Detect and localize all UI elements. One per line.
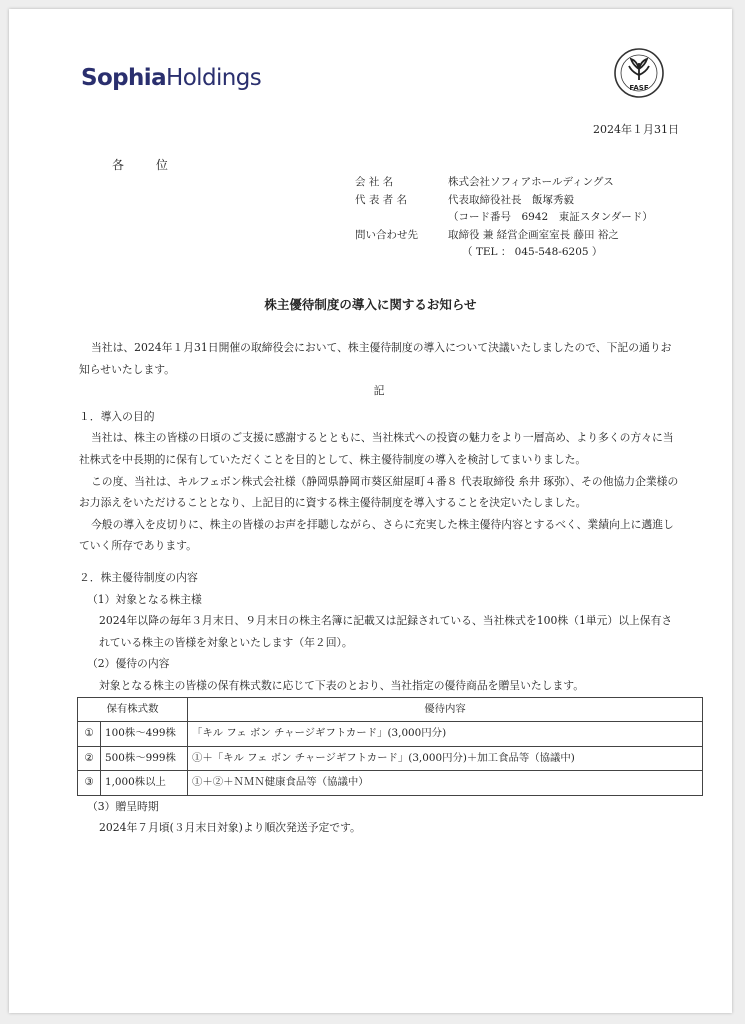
table-row <box>78 746 703 771</box>
document-title: 株主優待制度の導入に関するお知らせ <box>264 297 477 312</box>
row-content: ①＋②＋ＮＭＮ健康食品等（協議中） <box>188 771 703 796</box>
section1-paragraph-2: この度、当社は、キルフェボン株式会社様（静岡県静岡市葵区紺屋町４番８ 代表取締役 糸井 琢弥）、その他協力企業様のお力添えをいただけることとなり、上記目的に資する株主優待制度を導入することを決定いたしました。 <box>79 474 679 510</box>
row-shares: 1,000株以上 <box>101 771 188 796</box>
subsection3-heading: （3）贈呈時期 <box>87 799 159 813</box>
table-row <box>78 722 703 747</box>
subsection2-text: 対象となる株主の皆様の保有株式数に応じて下表のとおり、当社指定の優待商品を贈呈いたします。 <box>99 678 584 692</box>
column-header-shares: 保有株式数 <box>78 697 188 722</box>
ki-label: 記 <box>373 384 385 398</box>
table-row <box>78 771 703 796</box>
intro-paragraph: 当社は、2024年１月31日開催の取締役会において、株主優待制度の導入について決議いたしましたので、下記の通りお知らせいたします。 <box>79 341 672 376</box>
subsection1-heading: （1）対象となる株主様 <box>87 592 202 606</box>
sender-representative-row: 代 表 者 名 代表取締役社長 飯塚秀毅 <box>355 193 574 206</box>
sender-contact-row: 問い合わせ先 取締役 兼 経営企画室室長 藤田 裕之 <box>355 228 619 241</box>
sender-company-row: 会 社 名 株式会社ソフィアホールディングス <box>355 176 614 188</box>
section1-paragraph-1: 当社は、株主の皆様の日頃のご支援に感謝するとともに、当社株式への投資の魅力をより一層高め、より多くの方々に当社株式を中長期的に保有していただくことを目的として、株主優待制度の導入を検討してまいりました。 <box>79 431 674 466</box>
row-number: ② <box>78 746 101 771</box>
section1-paragraph-3: 今般の導入を皮切りに、株主の皆様のお声を拝聴しながら、さらに充実した株主優待内容とするべく、業績向上に邁進していく所存であります。 <box>79 517 674 553</box>
sender-tel-row: （ TEL ： 045-548-6205 ） <box>462 246 603 258</box>
document-body <box>79 337 679 839</box>
subsection1-text: 2024年以降の毎年３月末日、９月末日の株主名簿に記載又は記録されている、当社株式を100株（1単元）以上保有されている株主の皆様を対象といたします（年２回）。 <box>99 614 673 649</box>
company-logo: SophiaHoldings <box>81 65 262 91</box>
row-number: ① <box>78 722 101 747</box>
row-shares: 100株～499株 <box>101 722 188 747</box>
row-shares: 500株～999株 <box>101 746 188 771</box>
addressee: 各 位 <box>112 158 182 172</box>
subsection2-heading: （2）優待の内容 <box>87 657 170 671</box>
document-date: 2024年１月31日 <box>593 123 679 136</box>
section2-heading: ２．株主優待制度の内容 <box>79 570 198 584</box>
document-page <box>9 9 732 1013</box>
sender-code-row: （コード番号 6942 東証スタンダード） <box>448 211 653 223</box>
svg-text:FASF: FASF <box>629 84 649 92</box>
sender-block <box>355 174 653 262</box>
column-header-content: 優待内容 <box>188 697 703 722</box>
section1-heading: １．導入の目的 <box>79 409 155 423</box>
fasf-seal-icon <box>613 47 665 99</box>
row-number: ③ <box>78 771 101 796</box>
row-content: ①＋「キル フェ ボン チャージギフトカード」(3,000円分)＋加工食品等（協議中) <box>188 746 703 771</box>
subsection3-text: 2024年７月頃(３月末日対象)より順次発送予定です。 <box>99 821 361 835</box>
table-header-row <box>78 697 703 722</box>
benefits-table <box>77 697 703 796</box>
row-content: 「キル フェ ボン チャージギフトカード」(3,000円分) <box>188 722 703 747</box>
